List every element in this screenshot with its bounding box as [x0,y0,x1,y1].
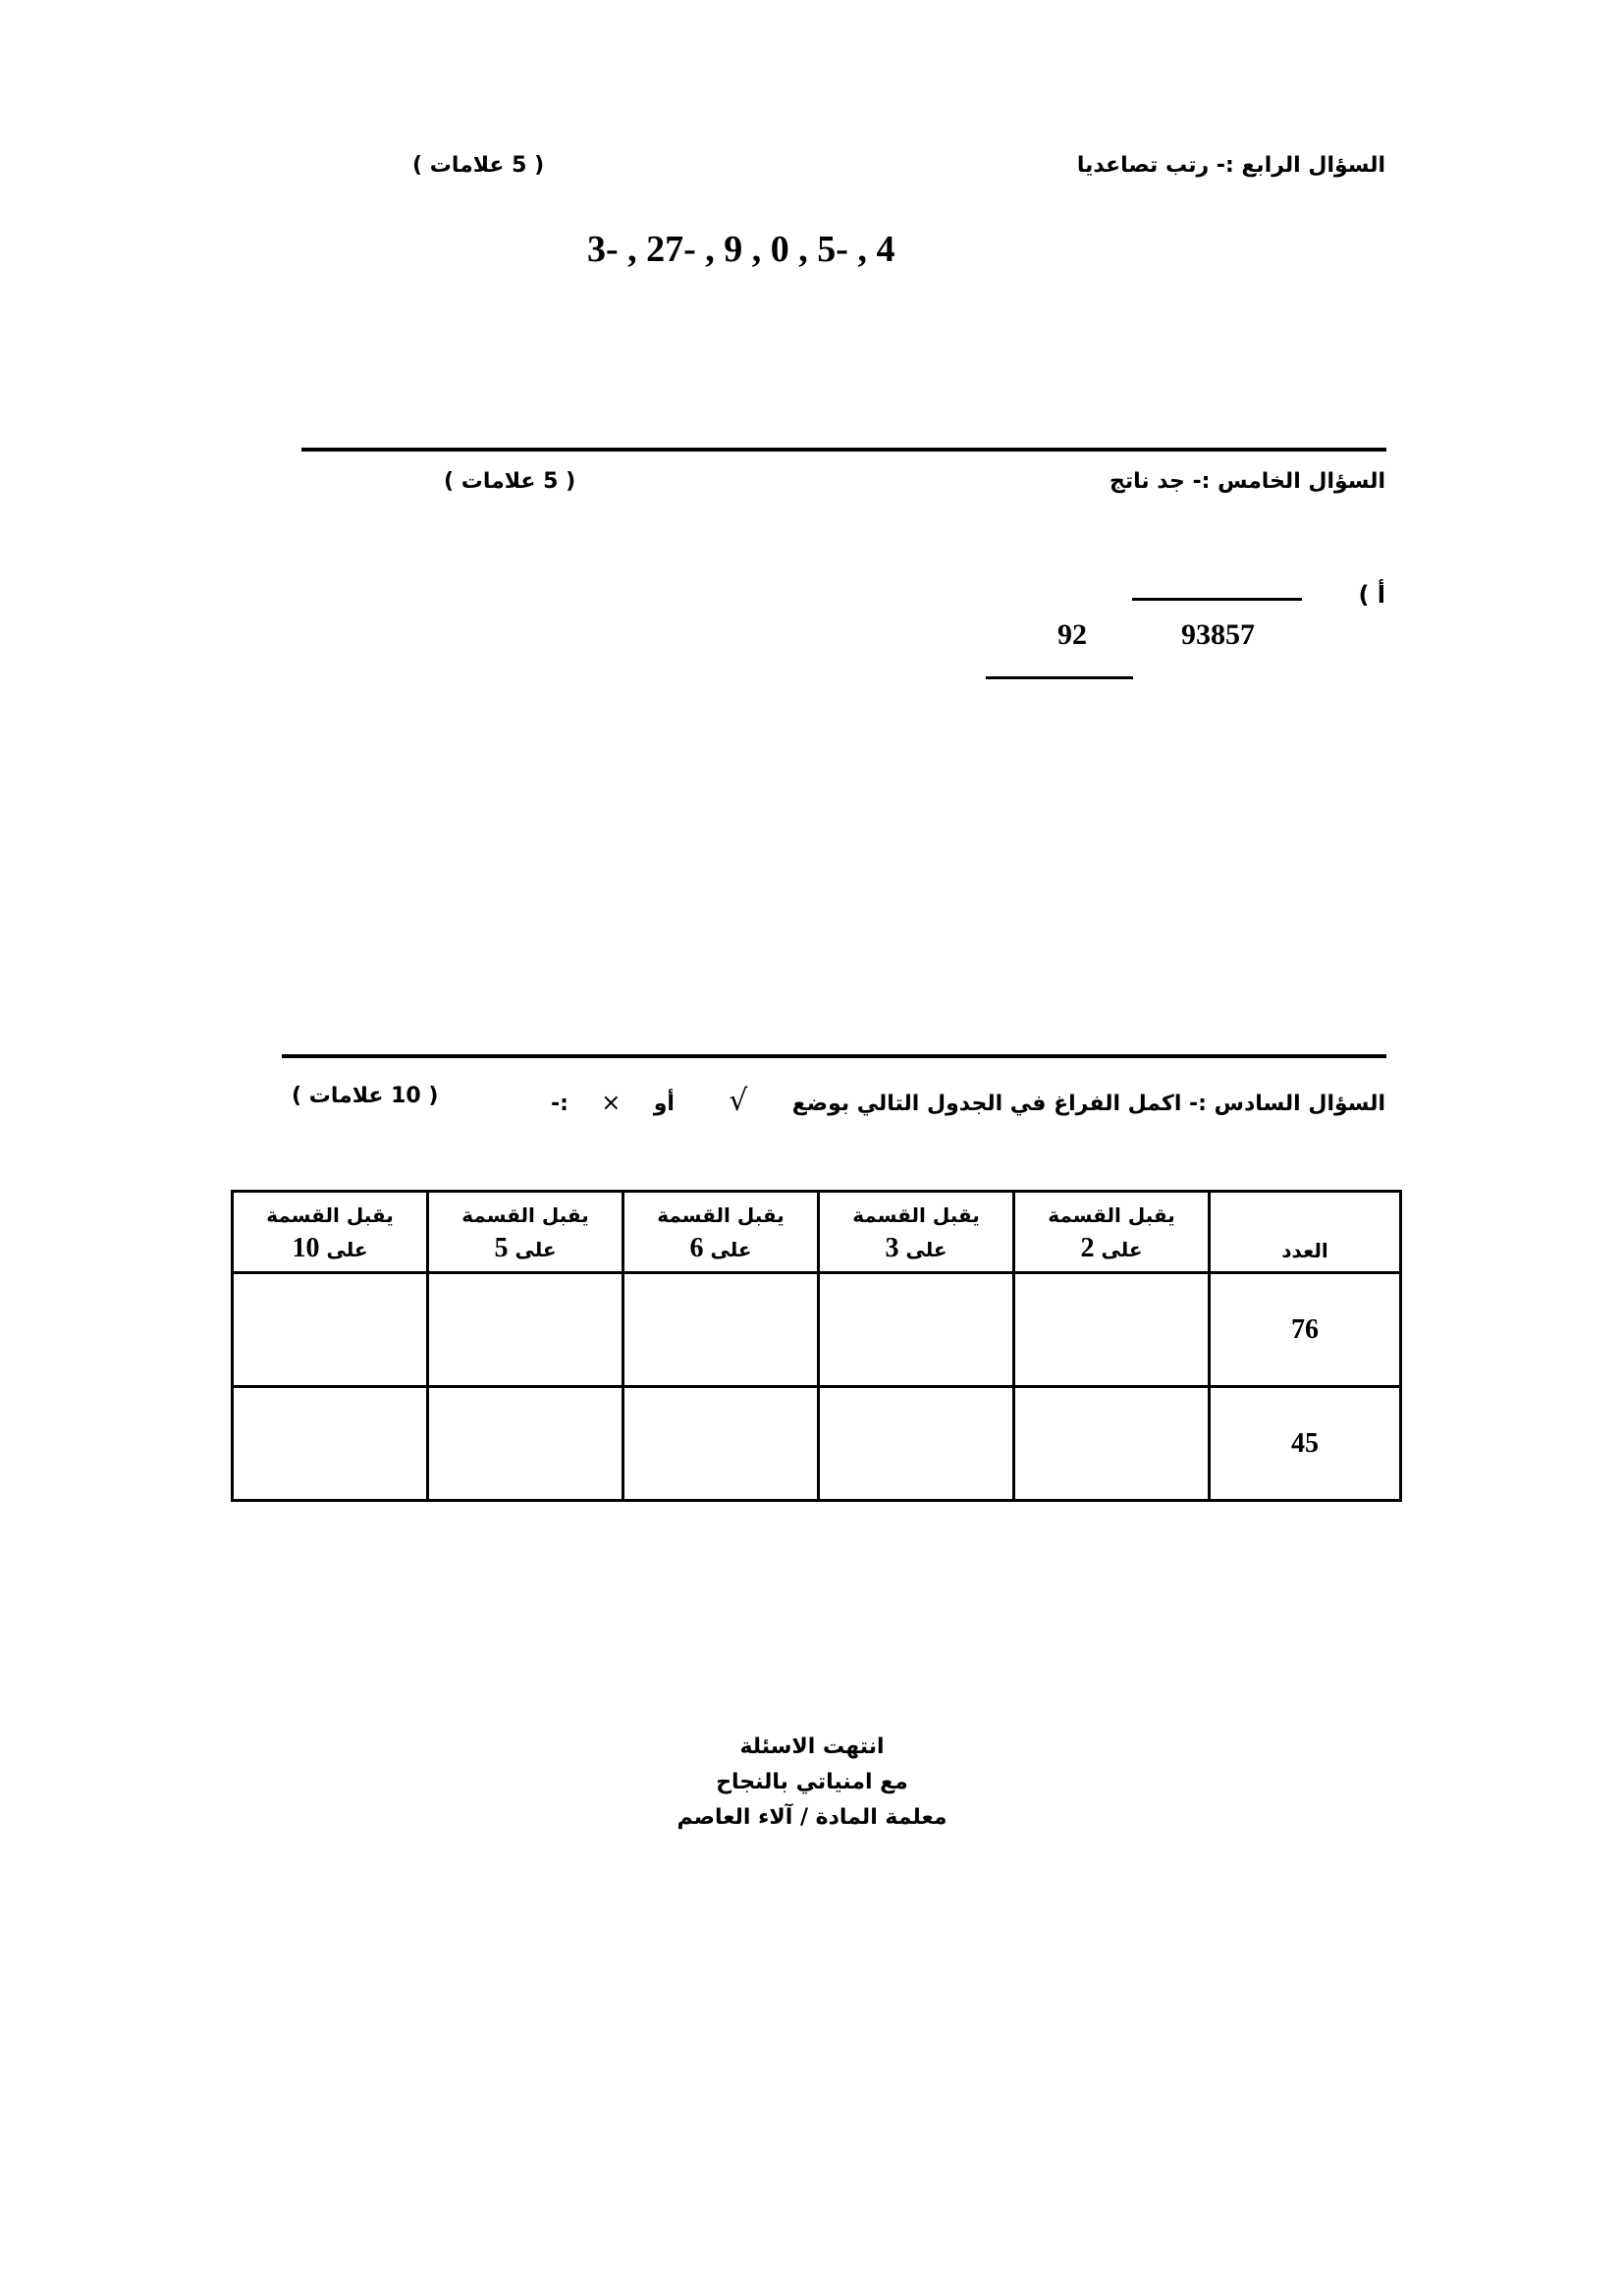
col-header-div-5: يقبل القسمة على 5 [428,1192,623,1273]
row-number: 76 [1210,1273,1401,1387]
teacher-signature: معلمة المادة / آلاء العاصم [677,1805,947,1830]
division-bar [1132,598,1302,601]
good-luck-message: مع امنياتي بالنجاح [716,1770,908,1794]
q6-title: السؤال السادس :- اكمل الفراغ في الجدول التالي بوضع [791,1092,1385,1116]
answer-cell[interactable] [1014,1273,1210,1387]
or-label: أو [653,1092,675,1116]
quotient-line [986,676,1133,679]
closing-note [616,1730,1008,1836]
col-header-div-10: يقبل القسمة على 10 [233,1192,428,1273]
q4-marks: ( 5 علامات ) [412,153,545,178]
q5-title: السؤال الخامس :- جد ناتج [1109,469,1385,494]
table-row [233,1387,1401,1501]
col-header-div-6: يقبل القسمة على 6 [623,1192,819,1273]
q6-instruction [551,1084,1385,1118]
col-header-div-3: يقبل القسمة على 3 [819,1192,1014,1273]
answer-cell[interactable] [233,1387,428,1501]
col-header-number: العدد [1210,1192,1401,1273]
answer-cell[interactable] [819,1273,1014,1387]
answer-cell[interactable] [623,1387,819,1501]
check-icon: √ [729,1084,748,1118]
q5-part-label: أ ) [1358,581,1385,609]
answer-cell[interactable] [428,1387,623,1501]
q6-marks: ( 10 علامات ) [292,1084,439,1108]
row-number: 45 [1210,1387,1401,1501]
answer-cell[interactable] [428,1273,623,1387]
colon-mark: :- [551,1092,568,1116]
table-header-row [233,1192,1401,1273]
section-divider [282,1054,1386,1058]
answer-cell[interactable] [623,1273,819,1387]
answer-cell[interactable] [233,1273,428,1387]
end-of-questions: انتهت الاسئلة [739,1735,885,1759]
q4-numbers: 3- , 27- , 9 , 0 , 5- , 4 [587,229,895,270]
q4-title: السؤال الرابع :- رتب تصاعديا [1076,153,1385,178]
answer-cell[interactable] [1014,1387,1210,1501]
cross-icon: × [601,1089,622,1116]
divisor: 92 [1057,618,1087,651]
dividend: 93857 [1181,618,1255,651]
q5-marks: ( 5 علامات ) [444,469,576,494]
section-divider [301,448,1386,452]
divisibility-table [231,1190,1402,1502]
table-row [233,1273,1401,1387]
col-header-div-2: يقبل القسمة على 2 [1014,1192,1210,1273]
answer-cell[interactable] [819,1387,1014,1501]
